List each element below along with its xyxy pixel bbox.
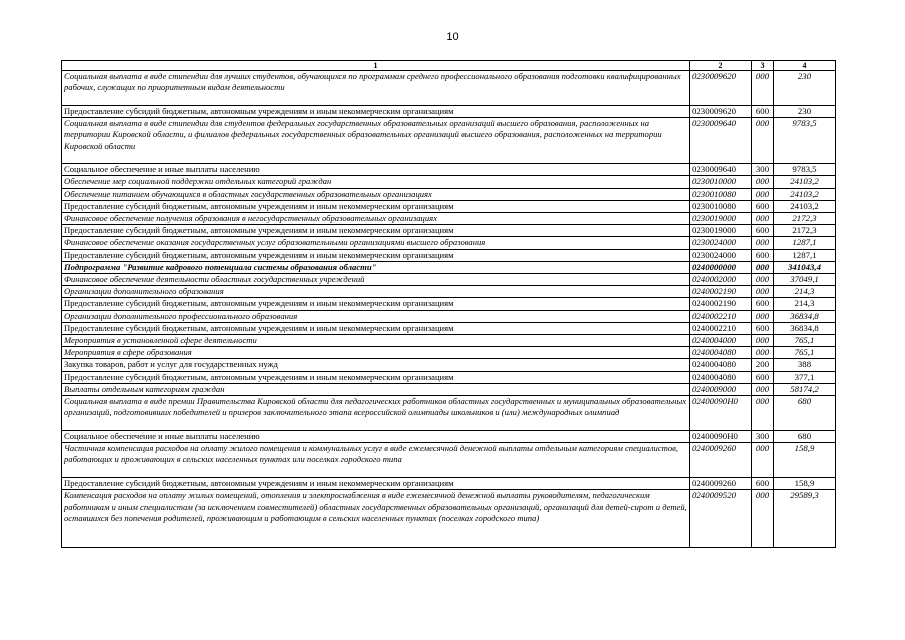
row-target-code: 0230009620 — [690, 71, 752, 106]
header-col-4: 4 — [774, 61, 836, 71]
row-amount: 230 — [774, 106, 836, 118]
table-row — [62, 164, 836, 176]
row-target-code: 0240009000 — [690, 383, 752, 395]
table-row — [62, 335, 836, 347]
row-expense-type: 000 — [752, 347, 774, 359]
row-amount: 680 — [774, 431, 836, 443]
table-row — [62, 298, 836, 310]
row-description: Финансовое обеспечение оказания государственных услуг образовательными организациями высшего образования — [62, 237, 690, 249]
row-target-code: 0240004080 — [690, 359, 752, 371]
table-row — [62, 176, 836, 188]
row-expense-type: 000 — [752, 118, 774, 164]
row-amount: 29589,3 — [774, 490, 836, 548]
row-amount: 36834,8 — [774, 310, 836, 322]
row-description: Закупка товаров, работ и услуг для государственных нужд — [62, 359, 690, 371]
table-row — [62, 310, 836, 322]
row-target-code: 0230009640 — [690, 164, 752, 176]
table-row — [62, 286, 836, 298]
table-row — [62, 188, 836, 200]
row-amount: 214,3 — [774, 286, 836, 298]
table-row — [62, 431, 836, 443]
row-target-code: 0240004000 — [690, 335, 752, 347]
row-amount: 388 — [774, 359, 836, 371]
row-target-code: 0230009640 — [690, 118, 752, 164]
row-amount: 24103,2 — [774, 176, 836, 188]
table-row — [62, 118, 836, 164]
row-target-code: 0240002210 — [690, 322, 752, 334]
row-description: Финансовое обеспечение получения образования в негосударственных образовательных организациях — [62, 213, 690, 225]
row-amount: 765,1 — [774, 335, 836, 347]
row-expense-type: 000 — [752, 310, 774, 322]
row-description: Компенсация расходов на оплату жилых помещений, отопления и электроснабжения в виде ежемесячной денежной выплаты руководителям, педагогическим работникам и иным специалистам (за исключением совместителей) областных государственных образовательных организаций, организаций для детей-сирот и детей, оставшихся без попечения родителей, проживающим и работающим в сельских населенных пунктах (поселках городского типа) — [62, 490, 690, 548]
row-target-code: 0240002000 — [690, 274, 752, 286]
table-row — [62, 478, 836, 490]
row-target-code: 0240009260 — [690, 443, 752, 478]
table-row — [62, 237, 836, 249]
row-target-code: 0240002190 — [690, 298, 752, 310]
table-row — [62, 225, 836, 237]
row-target-code: 0240004080 — [690, 371, 752, 383]
table-row — [62, 249, 836, 261]
row-expense-type: 600 — [752, 478, 774, 490]
row-expense-type: 200 — [752, 359, 774, 371]
row-target-code: 0230010000 — [690, 176, 752, 188]
row-amount: 36834,8 — [774, 322, 836, 334]
row-description: Предоставление субсидий бюджетным, автономным учреждениям и иным некоммерческим организациям — [62, 371, 690, 383]
table-body — [62, 71, 836, 548]
row-description: Предоставление субсидий бюджетным, автономным учреждениям и иным некоммерческим организациям — [62, 322, 690, 334]
row-description: Предоставление субсидий бюджетным, автономным учреждениям и иным некоммерческим организациям — [62, 200, 690, 212]
row-description: Организации дополнительного профессионального образования — [62, 310, 690, 322]
table-row — [62, 359, 836, 371]
budget-table — [61, 60, 836, 548]
row-amount: 377,1 — [774, 371, 836, 383]
table-row — [62, 347, 836, 359]
row-target-code: 0240000000 — [690, 261, 752, 273]
row-description: Обеспечение питанием обучающихся в областных государственных образовательных организациях — [62, 188, 690, 200]
row-target-code: 0230009620 — [690, 106, 752, 118]
row-amount: 2172,3 — [774, 213, 836, 225]
row-expense-type: 000 — [752, 176, 774, 188]
row-amount: 2172,3 — [774, 225, 836, 237]
row-amount: 230 — [774, 71, 836, 106]
row-target-code: 0240009520 — [690, 490, 752, 548]
row-expense-type: 600 — [752, 200, 774, 212]
row-target-code: 02400090Н0 — [690, 431, 752, 443]
table-row — [62, 106, 836, 118]
table-row — [62, 274, 836, 286]
row-expense-type: 000 — [752, 490, 774, 548]
table-row — [62, 213, 836, 225]
row-expense-type: 000 — [752, 261, 774, 273]
row-amount: 24103,2 — [774, 200, 836, 212]
row-expense-type: 000 — [752, 396, 774, 431]
header-col-2: 2 — [690, 61, 752, 71]
row-description: Предоставление субсидий бюджетным, автономным учреждениям и иным некоммерческим организациям — [62, 298, 690, 310]
row-description: Мероприятия в сфере образования — [62, 347, 690, 359]
row-amount: 9783,5 — [774, 164, 836, 176]
row-amount: 58174,2 — [774, 383, 836, 395]
row-expense-type: 600 — [752, 106, 774, 118]
row-expense-type: 000 — [752, 213, 774, 225]
table-row — [62, 396, 836, 431]
table-row — [62, 322, 836, 334]
table-header-row — [62, 61, 836, 71]
row-description: Финансовое обеспечение деятельности областных государственных учреждений — [62, 274, 690, 286]
row-expense-type: 600 — [752, 322, 774, 334]
row-description: Социальное обеспечение и иные выплаты населению — [62, 164, 690, 176]
table-row — [62, 443, 836, 478]
table-row — [62, 490, 836, 548]
row-amount: 24103,2 — [774, 188, 836, 200]
row-description: Частичная компенсация расходов на оплату жилого помещения и коммунальных услуг в виде ежемесячной денежной выплаты отдельным категориям специалистов, работающих и проживающих в сельских населенных пунктах или поселках городского типа — [62, 443, 690, 478]
row-expense-type: 300 — [752, 164, 774, 176]
row-expense-type: 000 — [752, 237, 774, 249]
row-target-code: 0230024000 — [690, 237, 752, 249]
row-expense-type: 600 — [752, 298, 774, 310]
table-row — [62, 261, 836, 273]
row-expense-type: 000 — [752, 335, 774, 347]
row-description: Предоставление субсидий бюджетным, автономным учреждениям и иным некоммерческим организациям — [62, 249, 690, 261]
page-number: 10 — [446, 31, 459, 43]
row-expense-type: 000 — [752, 383, 774, 395]
row-target-code: 0240004080 — [690, 347, 752, 359]
row-target-code: 0240002210 — [690, 310, 752, 322]
row-expense-type: 600 — [752, 371, 774, 383]
row-target-code: 02400090Н0 — [690, 396, 752, 431]
row-description: Организации дополнительного образования — [62, 286, 690, 298]
row-target-code: 0240002190 — [690, 286, 752, 298]
row-description: Подпрограмма "Развитие кадрового потенциала системы образования области" — [62, 261, 690, 273]
row-description: Обеспечение мер социальной поддержки отдельных категорий граждан — [62, 176, 690, 188]
row-amount: 1287,1 — [774, 249, 836, 261]
row-description: Предоставление субсидий бюджетным, автономным учреждениям и иным некоммерческим организациям — [62, 106, 690, 118]
row-expense-type: 000 — [752, 443, 774, 478]
header-col-3: 3 — [752, 61, 774, 71]
row-amount: 341043,4 — [774, 261, 836, 273]
row-expense-type: 000 — [752, 274, 774, 286]
row-expense-type: 000 — [752, 188, 774, 200]
row-expense-type: 000 — [752, 286, 774, 298]
row-amount: 214,3 — [774, 298, 836, 310]
row-description: Предоставление субсидий бюджетным, автономным учреждениям и иным некоммерческим организациям — [62, 478, 690, 490]
row-target-code: 0230019000 — [690, 225, 752, 237]
row-amount: 37049,1 — [774, 274, 836, 286]
row-description: Социальная выплата в виде премии Правительства Кировской области для педагогических работников областных государственных и муниципальных образовательных организаций, подготовивших победителей и призеров заключительного этапа всероссийской олимпиады школьников и (или) международных олимпиад — [62, 396, 690, 431]
row-description: Социальная выплата в виде стипендии для студентов федеральных государственных образовательных организаций высшего образования, расположенных на территории Кировской области, и филиалов федеральных государственных образовательных организаций высшего образования, расположенных на территории Кировской области — [62, 118, 690, 164]
row-amount: 680 — [774, 396, 836, 431]
row-target-code: 0240009260 — [690, 478, 752, 490]
row-amount: 158,9 — [774, 478, 836, 490]
row-expense-type: 600 — [752, 249, 774, 261]
row-description: Выплаты отдельным категориям граждан — [62, 383, 690, 395]
table-row — [62, 71, 836, 106]
row-target-code: 0230024000 — [690, 249, 752, 261]
row-amount: 1287,1 — [774, 237, 836, 249]
row-amount: 765,1 — [774, 347, 836, 359]
row-description: Мероприятия в установленной сфере деятельности — [62, 335, 690, 347]
row-description: Социальное обеспечение и иные выплаты населению — [62, 431, 690, 443]
row-description: Социальная выплата в виде стипендии для лучших студентов, обучающихся по программам среднего профессионального образования подготовки квалифицированных рабочих, служащих по приоритетным видам деятельности — [62, 71, 690, 106]
table-row — [62, 200, 836, 212]
table-row — [62, 371, 836, 383]
row-amount: 158,9 — [774, 443, 836, 478]
table-row — [62, 383, 836, 395]
row-target-code: 0230010080 — [690, 200, 752, 212]
row-expense-type: 000 — [752, 71, 774, 106]
header-col-1: 1 — [62, 61, 690, 71]
row-target-code: 0230019000 — [690, 213, 752, 225]
row-target-code: 0230010080 — [690, 188, 752, 200]
row-amount: 9783,5 — [774, 118, 836, 164]
row-expense-type: 600 — [752, 225, 774, 237]
row-expense-type: 300 — [752, 431, 774, 443]
row-description: Предоставление субсидий бюджетным, автономным учреждениям и иным некоммерческим организациям — [62, 225, 690, 237]
